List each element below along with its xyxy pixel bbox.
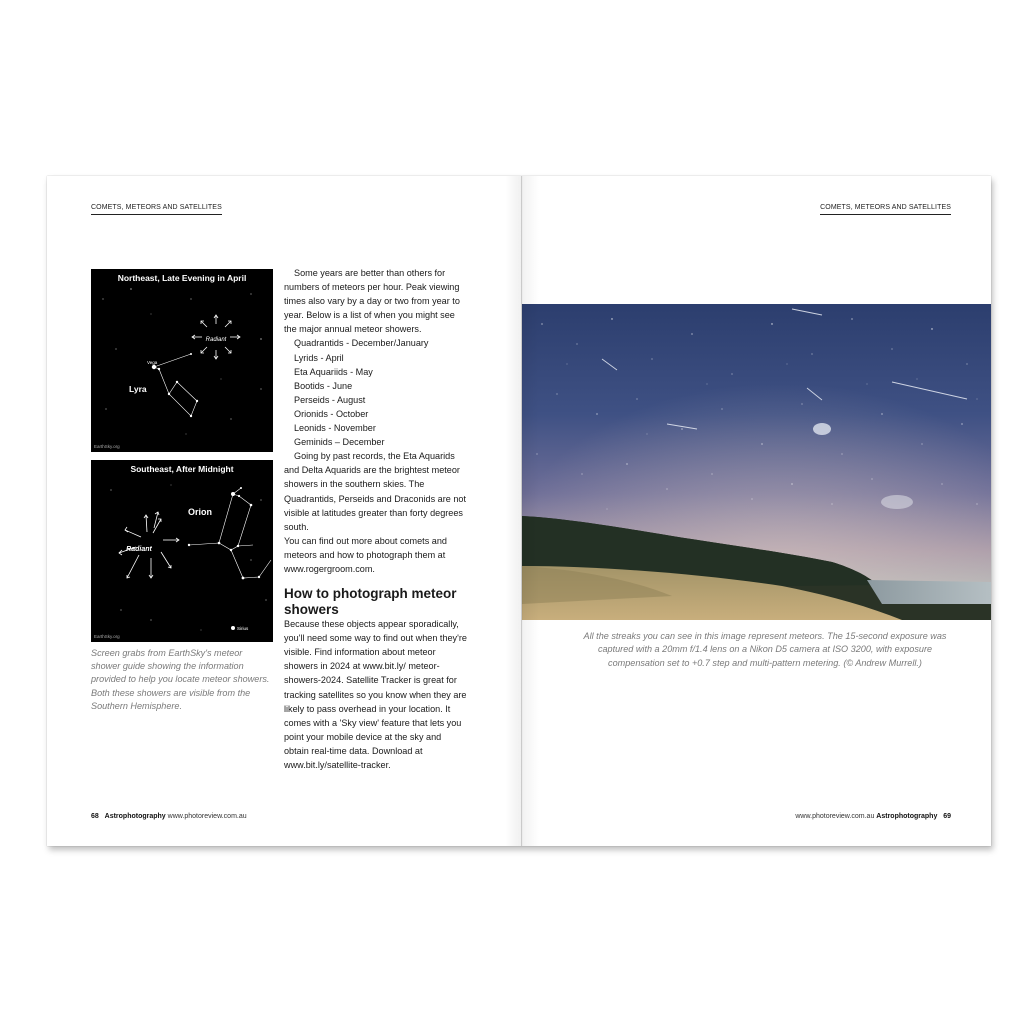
meteor-shower-list (284, 336, 467, 449)
star-map-caption: Screen grabs from EarthSky's meteor shower guide showing the information provided to help you locate meteor showers. Both these showers are visible from the Southern Hemisphere. (91, 648, 270, 711)
page-footer (91, 813, 247, 820)
right-page (522, 176, 991, 846)
star-map-credit: EarthSky.org (94, 444, 120, 449)
magazine-spread (47, 176, 991, 846)
page-number: 69 (943, 813, 951, 820)
star-map-title: Northeast, Late Evening in April (117, 273, 247, 283)
vega-label: Vega (147, 360, 158, 365)
photo-caption: All the streaks you can see in this image represent meteors. The 15-second exposure was captured with a 20mm f/1.4 lens on a Nikon D5 camera at ISO 3200, with exposure compensation set to +0.7 step and multi-pattern metering. (© Andrew Murrell.) (583, 631, 947, 668)
list-item: Perseids - August (294, 394, 366, 405)
left-page (47, 176, 522, 846)
star-map-lyra-graphic (91, 269, 273, 452)
radiant-label: Radiant (126, 546, 152, 553)
star-map-orion-graphic (91, 460, 273, 642)
list-item: Quadrantids - December/January (294, 338, 429, 349)
magazine-title: Astrophotography (876, 813, 938, 820)
orion-label: Orion (188, 507, 212, 517)
meteor-beach-image (522, 304, 991, 620)
intro-paragraph: Some years are better than others for numbers of meteors per hour. Peak viewing times also vary by a day or two from year to year. Below is a list of when you might see the major annual meteor showers. (284, 268, 460, 335)
page-number: 68 (91, 813, 99, 820)
paragraph: Because these objects appear sporadically, you'll need some way to find out when they're visible. Find information about meteor showers in 2024 at www.bit.ly/ meteor-showers-2024. Satellite Tracker is great for tracking satellites so you know when they are likely to pass overhead in your location. It comes with a 'Sky view' feature that lets you point your mobile device at the sky and obtain real-time data. Download at www.bit.ly/satellite-tracker. (284, 619, 467, 770)
list-item: Eta Aquariids - May (294, 366, 373, 377)
star-map-southeast (91, 460, 273, 642)
paragraph: You can find out more about comets and meteors and how to photograph them at www.rogergroom.com. (284, 535, 447, 574)
list-item: Lyrids - April (294, 352, 344, 363)
running-head: COMETS, METEORS AND SATELLITES (820, 204, 951, 215)
radiant-label: Radiant (205, 337, 227, 343)
list-item: Leonids - November (294, 423, 376, 434)
running-head: COMETS, METEORS AND SATELLITES (91, 204, 222, 215)
website-url: www.photoreview.com.au (167, 813, 247, 820)
website-url: www.photoreview.com.au (795, 813, 875, 820)
star-map-northeast (91, 269, 273, 452)
list-item: Bootids - June (294, 380, 353, 391)
star-map-credit: EarthSky.org (94, 634, 120, 639)
article-body (284, 266, 467, 772)
page-footer (795, 813, 951, 820)
star-map-title: Southeast, After Midnight (130, 464, 234, 474)
paragraph: Going by past records, the Eta Aquarids and Delta Aquarids are the brightest meteor showers in the southern skies. The Quadrantids, Perseids and Draconids are not visible at latitudes greater than forty degrees south. (284, 451, 466, 532)
night-sky-photo (522, 304, 991, 620)
list-item: Orionids - October (294, 408, 369, 419)
list-item: Geminids – December (294, 437, 385, 448)
section-heading: How to photograph meteor showers (284, 586, 457, 617)
lyra-label: Lyra (129, 384, 147, 394)
sirius-label: Sirius (237, 626, 249, 631)
magazine-title: Astrophotography (104, 813, 166, 820)
